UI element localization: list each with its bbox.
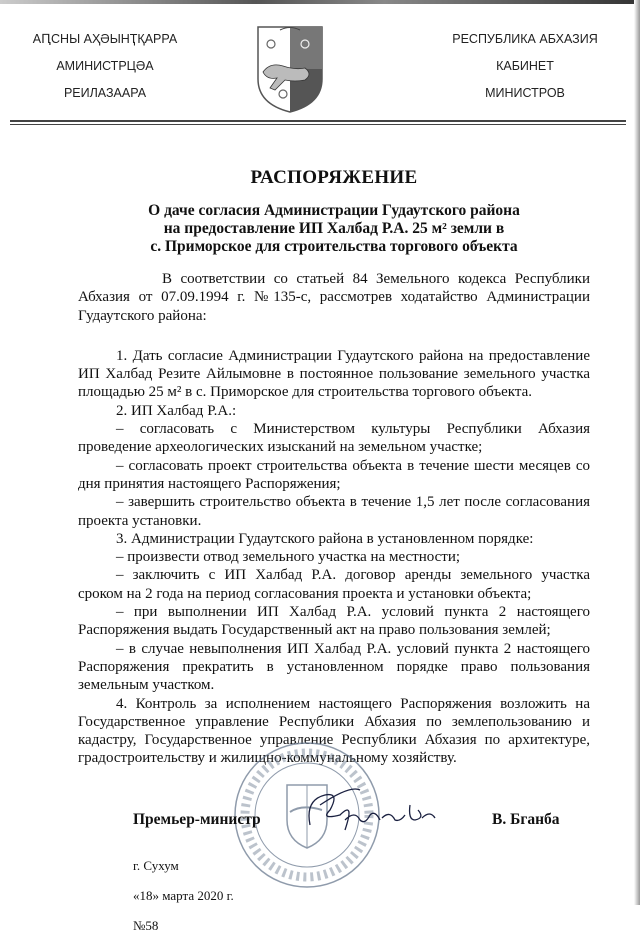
header-russian: [435, 26, 615, 107]
header-line: РЕСПУБЛИКА АБХАЗИЯ: [452, 32, 598, 46]
item: 1. Дать согласие Администрации Гудаутского района на предоставление ИП Халбад Резите Айлымовне в постоянное пользование земельного участка площадью 25 м² в с. Приморское для строительства торгового объекта.: [78, 347, 590, 401]
sub-item: – заключить с ИП Халбад Р.А. договор аренды земельного участка сроком на 2 года на период согласования проекта и установки объекта;: [78, 567, 590, 602]
coat-of-arms-emblem: [255, 24, 325, 114]
item: 3. Администрации Гудаутского района в установленном порядке:: [116, 530, 534, 547]
subtitle-line: с. Приморское для строительства торгового объекта: [150, 238, 518, 255]
handwritten-signature: [300, 780, 445, 840]
sub-item: – согласовать проект строительства объекта в течение шести месяцев со дня принятия настоящего Распоряжения;: [78, 457, 590, 492]
header-line: АМИНИСТРЦӘА: [56, 59, 154, 73]
document-body: [78, 270, 590, 768]
header-line: КАБИНЕТ: [496, 59, 554, 73]
subtitle-line: О даче согласия Администрации Гудаутского района: [148, 202, 520, 219]
scan-edge-right: [634, 0, 640, 905]
item: 2. ИП Халбад Р.А.:: [116, 402, 237, 419]
signature-block: [78, 808, 590, 832]
header-divider: [10, 120, 626, 122]
document-content: [78, 166, 590, 934]
subtitle-line: на предоставление ИП Халбад Р.А. 25 м² земли в: [163, 220, 505, 237]
issue-date: «18» марта 2020 г.: [133, 887, 234, 903]
sub-item: – произвести отвод земельного участка на местности;: [116, 549, 461, 566]
document-subtitle: [78, 202, 590, 256]
sub-item: – при выполнении ИП Халбад Р.А. условий пункта 2 настоящего Распоряжения выдать Государственный акт на право пользования землей;: [78, 604, 590, 639]
document-number: №58: [133, 917, 159, 933]
sub-item: – завершить строительство объекта в течение 1,5 лет после согласования проекта установки.: [78, 494, 590, 529]
issue-city: г. Сухум: [133, 857, 179, 873]
header-abkhaz: [15, 26, 195, 107]
header-line: АԤСНЫ АҲӘЫНҬҚАРРА: [32, 32, 178, 46]
header-divider: [10, 124, 626, 125]
signatory-position: Премьер-министр: [133, 810, 261, 828]
sub-item: – согласовать с Министерством культуры Республики Абхазия проведение археологических изысканий на земельном участке;: [78, 421, 590, 456]
document-title: РАСПОРЯЖЕНИЕ: [250, 167, 418, 188]
header-line: РЕИЛАЗААРА: [63, 86, 147, 100]
preamble: В соответствии со статьей 84 Земельного кодекса Республики Абхазия от 07.09.1994 г. №135-с, рассмотрев ходатайство Администрации Гудаутского района:: [78, 271, 590, 324]
sub-item: – в случае невыполнения ИП Халбад Р.А. условий пункта 2 настоящего Распоряжения прекратить в установленном порядке право пользования земельным участком.: [78, 640, 590, 694]
scan-edge: [0, 0, 640, 4]
header-line: МИНИСТРОВ: [485, 86, 565, 100]
item: 4. Контроль за исполнением настоящего Распоряжения возложить на Государственное управление Республики Абхазия по землепользованию и кадастру, Государственное управление Республики Абхазия по архитектуре, градостроительству и жилищно-коммунальному хозяйству.: [78, 695, 590, 767]
signatory-name: В. Бганба: [492, 810, 560, 828]
